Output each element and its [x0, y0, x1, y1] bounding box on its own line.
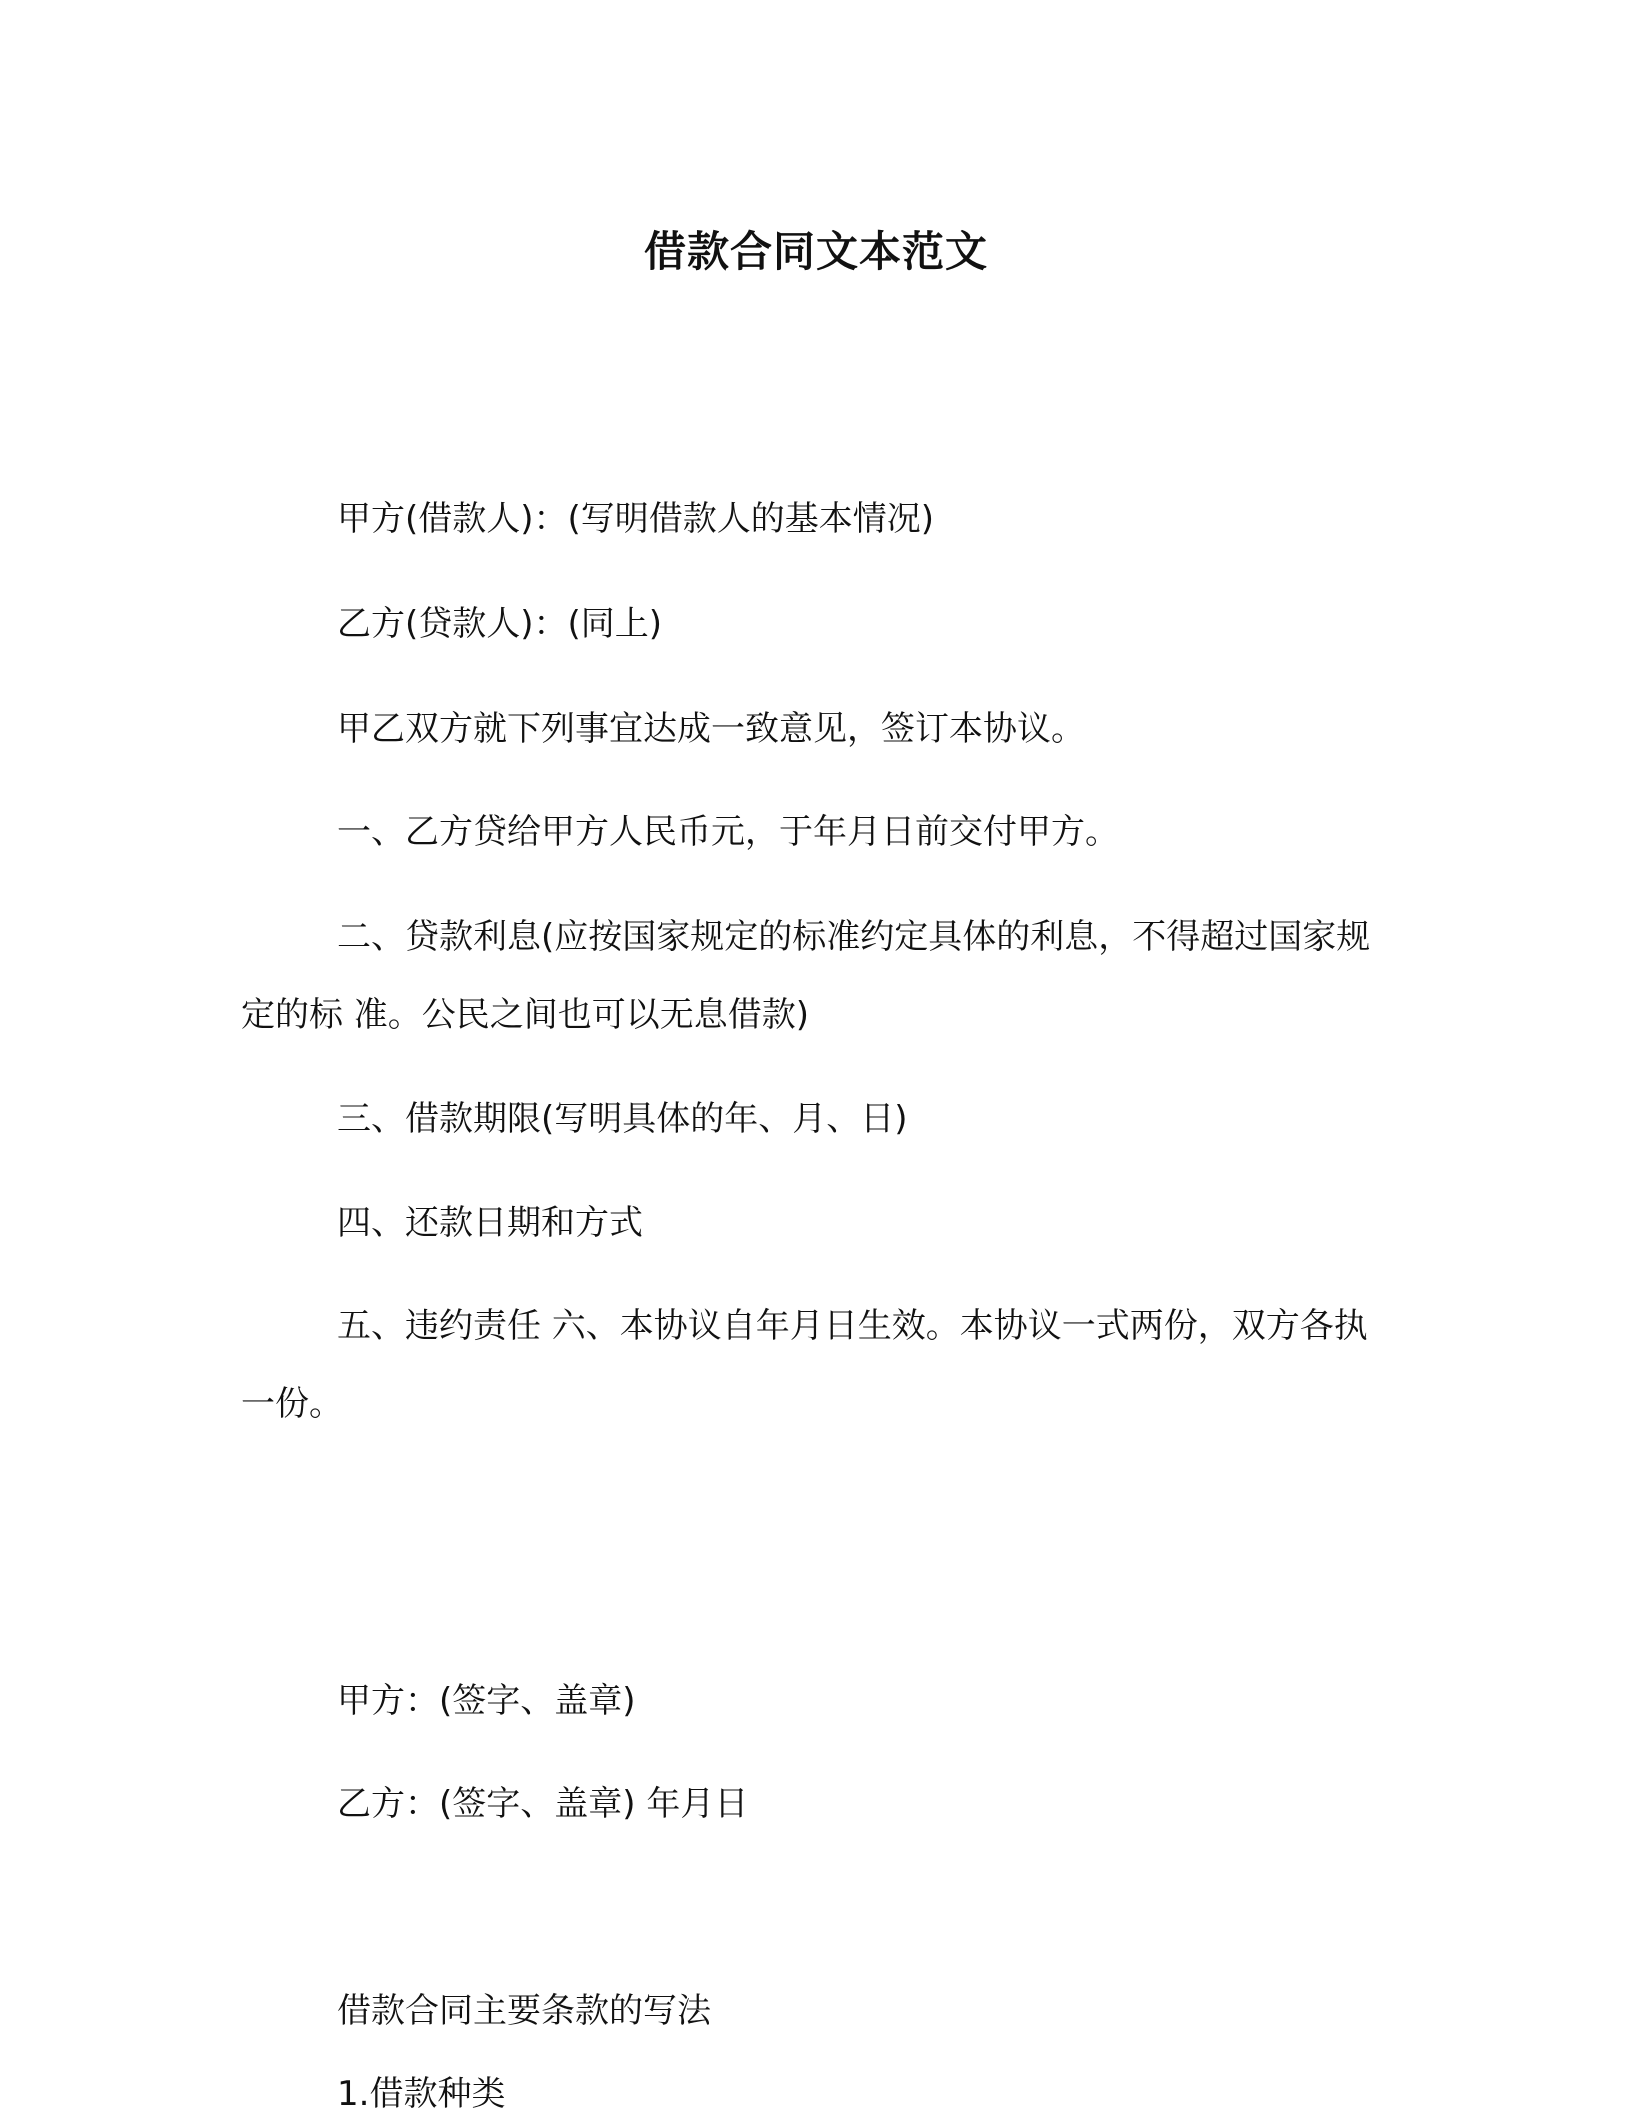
party-a-signature: 甲方：(签字、盖章) — [337, 1681, 636, 1721]
agreement-intro: 甲乙双方就下列事宜达成一致意见，签订本协议。 — [337, 709, 1085, 749]
section-heading: 借款合同主要条款的写法 — [337, 1991, 711, 2031]
party-b-line: 乙方(贷款人)：(同上) — [337, 604, 663, 644]
clause-5-6: 五、违约责任 六、本协议自年月日生效。本协议一式两份，双方各执一份。 — [241, 1306, 1368, 1424]
clause-2: 二、贷款利息(应按国家规定的标准约定具体的利息，不得超过国家规定的标 准。公民之间也可以无息借款) — [241, 917, 1371, 1035]
clause-3: 三、借款期限(写明具体的年、月、日) — [337, 1099, 908, 1139]
list-item-1: 1.借款种类 — [337, 2074, 506, 2114]
party-b-signature: 乙方：(签字、盖章) 年月日 — [337, 1784, 749, 1824]
document-title: 借款合同文本范文 — [643, 227, 988, 276]
clause-4: 四、还款日期和方式 — [337, 1203, 643, 1243]
clause-1: 一、乙方贷给甲方人民币元，于年月日前交付甲方。 — [337, 812, 1119, 852]
party-a-line: 甲方(借款人)：(写明借款人的基本情况) — [337, 499, 935, 539]
